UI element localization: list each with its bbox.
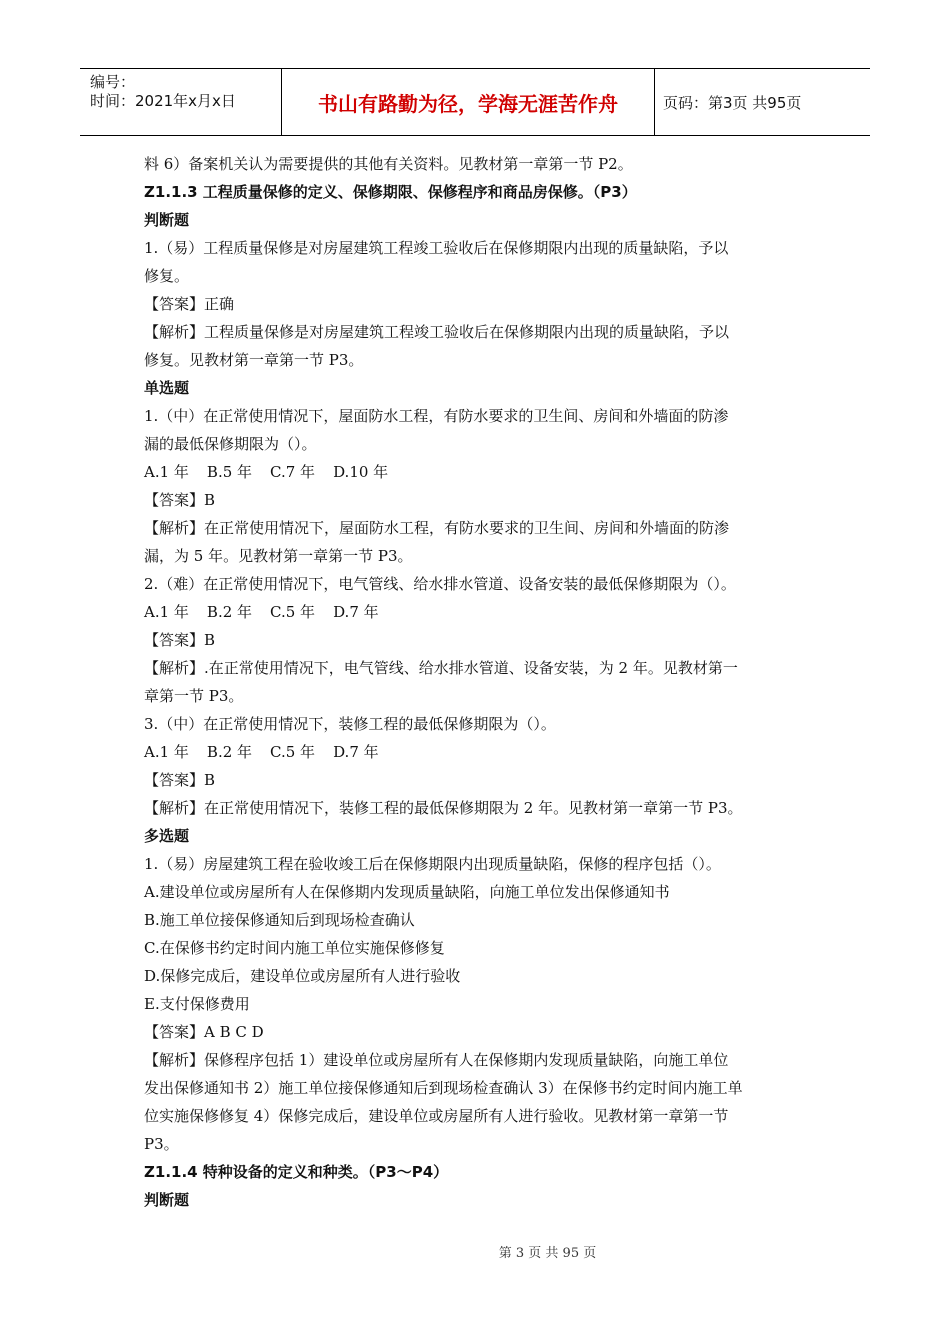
time-label: 时间：2021年x月x日: [90, 92, 236, 110]
section-heading: 判断题: [144, 211, 190, 229]
text-line: 3.（中）在正常使用情况下，装修工程的最低保修期限为（）。: [144, 715, 556, 733]
section-heading: Z1.1.3 工程质量保修的定义、保修期限、保修程序和商品房保修。（P3）: [144, 183, 637, 201]
document-body: [144, 150, 810, 1214]
header-motto: 书山有路勤为径，学海无涯苦作舟: [282, 69, 655, 135]
option-item: D.7 年: [333, 603, 379, 621]
page-header: [80, 68, 870, 136]
text-line: 章第一节 P3。: [144, 687, 244, 705]
text-line: D.保修完成后，建设单位或房屋所有人进行验收: [144, 967, 461, 985]
option-item: B.2 年: [206, 603, 253, 621]
option-item: C.5 年: [270, 743, 316, 761]
option-item: C.7 年: [270, 463, 316, 481]
text-line: 【解析】工程质量保修是对房屋建筑工程竣工验收后在保修期限内出现的质量缺陷，予以: [144, 323, 730, 341]
section-heading: 判断题: [144, 1191, 190, 1209]
text-line: 漏，为 5 年。见教材第一章第一节 P3。: [144, 547, 413, 565]
option-item: B.5 年: [206, 463, 253, 481]
page-footer: 第 3 页 共 95 页: [498, 1246, 597, 1261]
text-line: 1.（易）房屋建筑工程在验收竣工后在保修期限内出现质量缺陷，保修的程序包括（）。: [144, 855, 721, 873]
text-line: 【解析】保修程序包括 1）建设单位或房屋所有人在保修期内发现质量缺陷，向施工单位: [144, 1051, 729, 1069]
option-item: C.5 年: [270, 603, 316, 621]
text-line: 【答案】A B C D: [144, 1023, 264, 1041]
text-line: A.建设单位或房屋所有人在保修期内发现质量缺陷，向施工单位发出保修通知书: [144, 883, 670, 901]
option-item: A.1 年: [144, 603, 189, 621]
text-line: 2.（难）在正常使用情况下，电气管线、给水排水管道、设备安装的最低保修期限为（）。: [144, 575, 736, 593]
text-line: B.施工单位接保修通知后到现场检查确认: [144, 911, 415, 929]
text-line: P3。: [144, 1135, 179, 1153]
text-line: 【解析】.在正常使用情况下，电气管线、给水排水管道、设备安装，为 2 年。见教材第一: [144, 659, 738, 677]
text-line: 【解析】在正常使用情况下，装修工程的最低保修期限为 2 年。见教材第一章第一节 P3。: [144, 799, 743, 817]
text-line: 修复。见教材第一章第一节 P3。: [144, 351, 364, 369]
answer-options: [144, 598, 810, 626]
option-item: D.10 年: [333, 463, 389, 481]
code-label: 编号：: [90, 73, 136, 91]
text-line: 料 6）备案机关认为需要提供的其他有关资料。见教材第一章第一节 P2。: [144, 155, 633, 173]
text-line: 发出保修通知书 2）施工单位接保修通知后到现场检查确认 3）在保修书约定时间内施工单: [144, 1079, 743, 1097]
text-line: C.在保修书约定时间内施工单位实施保修修复: [144, 939, 445, 957]
text-line: 漏的最低保修期限为（）。: [144, 435, 317, 453]
option-item: D.7 年: [333, 743, 379, 761]
option-item: A.1 年: [144, 743, 189, 761]
text-line: 【答案】B: [144, 631, 216, 649]
header-page-info: 页码：第3页 共95页: [663, 93, 802, 112]
text-line: 修复。: [144, 267, 190, 285]
option-item: B.2 年: [206, 743, 253, 761]
text-line: 位实施保修修复 4）保修完成后，建设单位或房屋所有人进行验收。见教材第一章第一节: [144, 1107, 729, 1125]
text-line: 1.（中）在正常使用情况下，屋面防水工程，有防水要求的卫生间、房间和外墙面的防渗: [144, 407, 729, 425]
text-line: 【答案】B: [144, 491, 216, 509]
text-line: 1.（易）工程质量保修是对房屋建筑工程竣工验收后在保修期限内出现的质量缺陷，予以: [144, 239, 729, 257]
section-heading: Z1.1.4 特种设备的定义和种类。（P3～P4）: [144, 1163, 449, 1181]
answer-options: [144, 458, 810, 486]
text-line: E.支付保修费用: [144, 995, 250, 1013]
section-heading: 多选题: [144, 827, 190, 845]
text-line: 【解析】在正常使用情况下，屋面防水工程，有防水要求的卫生间、房间和外墙面的防渗: [144, 519, 730, 537]
answer-options: [144, 738, 810, 766]
section-heading: 单选题: [144, 379, 190, 397]
text-line: 【答案】正确: [144, 295, 235, 313]
text-line: 【答案】B: [144, 771, 216, 789]
option-item: A.1 年: [144, 463, 189, 481]
header-meta: [80, 69, 282, 135]
